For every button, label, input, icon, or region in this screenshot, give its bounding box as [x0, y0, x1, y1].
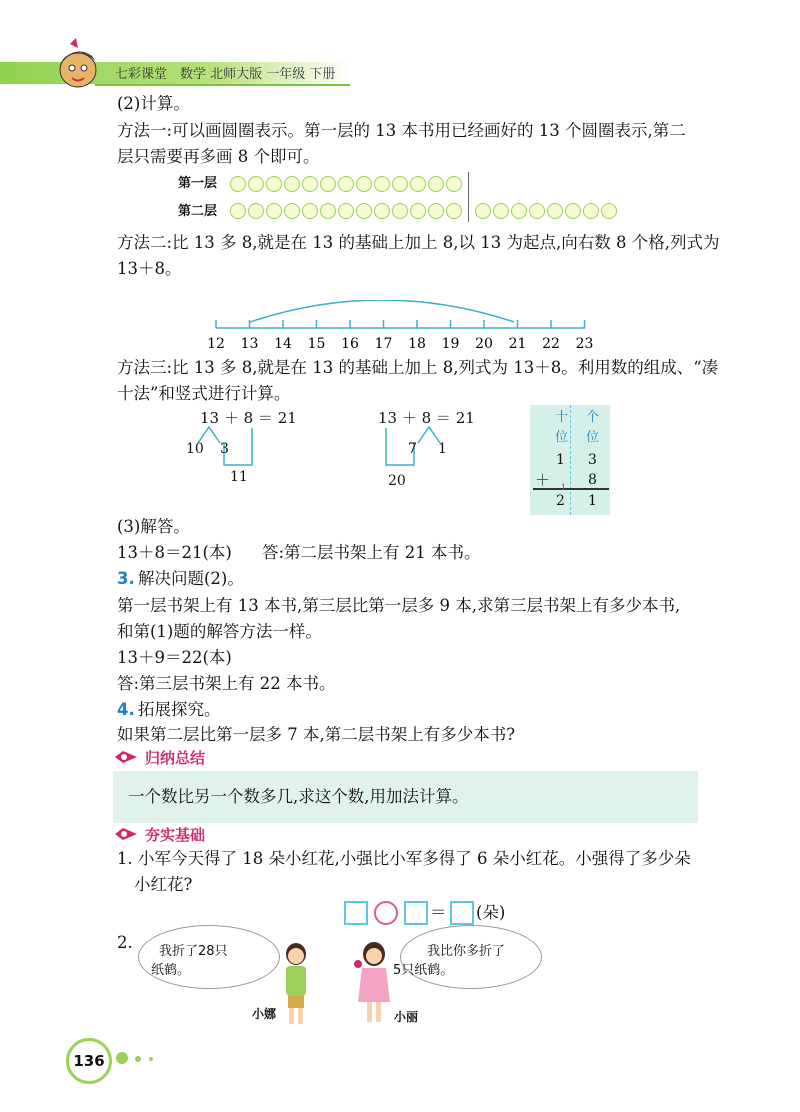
- part3-answer: 答:第二层书架上有 21 本书。: [262, 543, 481, 562]
- row1-circle: [374, 176, 390, 192]
- vc-header-ones: 个: [586, 410, 600, 425]
- equals-sign: ＝: [430, 903, 447, 922]
- problem1-line1: 1. 小军今天得了 18 朵小红花,小强比小军多得了 6 朵小红花。小强得了多少朵: [117, 849, 691, 868]
- row1-circle: [302, 176, 318, 192]
- row2-circle: [338, 203, 354, 219]
- row2-circle: [446, 203, 462, 219]
- page-dot-3: [149, 1057, 153, 1061]
- row2-extra-circle: [511, 203, 527, 219]
- row2-circle: [410, 203, 426, 219]
- row2-circle: [284, 203, 300, 219]
- row1-circle: [284, 176, 300, 192]
- vc-result-tens: 2: [556, 493, 565, 509]
- name-xiaona: 小娜: [252, 1007, 277, 1021]
- row2-extra-circle: [565, 203, 581, 219]
- number-line-label: 22: [542, 336, 560, 352]
- answer-box-1[interactable]: [344, 901, 368, 925]
- number-line-label: 20: [475, 336, 493, 352]
- q4-number: 4.: [117, 700, 135, 719]
- bubble1-line1: 我折了28只: [159, 944, 228, 959]
- row2-extra-circle: [583, 203, 599, 219]
- part3-heading: (3)解答。: [117, 517, 190, 536]
- q4-text: 如果第二层比第一层多 7 本,第二层书架上有多少本书?: [117, 725, 516, 744]
- mascot-icon: [48, 36, 106, 92]
- vc-result-ones: 1: [588, 493, 597, 509]
- bubble2-line2: 5只纸鹤。: [393, 963, 454, 978]
- vc-plus: ＋: [535, 471, 551, 489]
- row1-circle: [230, 176, 246, 192]
- row1-circle: [392, 176, 408, 192]
- equation2: 13 ＋ 8 ＝ 21: [378, 409, 475, 427]
- page-dot-2: [135, 1056, 141, 1062]
- bubble2-line1: 我比你多折了: [427, 944, 506, 959]
- number-line-label: 23: [575, 336, 594, 352]
- equation1-sum: 11: [230, 469, 248, 485]
- operator-circle[interactable]: [374, 901, 398, 925]
- problem1-line2: 小红花?: [134, 875, 193, 894]
- problem2-number: 2.: [117, 933, 133, 952]
- method2-line1: 方法二:比 13 多 8,就是在 13 的基础上加上 8,以 13 为起点,向右数 8 个格,列式为: [117, 233, 720, 252]
- number-line-label: 14: [274, 336, 292, 352]
- row2-circle: [428, 203, 444, 219]
- row2-circle: [266, 203, 282, 219]
- row1-label: 第一层: [178, 176, 218, 191]
- number-line-label: 16: [341, 336, 359, 352]
- equation2-split-b: 1: [438, 441, 447, 457]
- number-line-label: 15: [307, 336, 326, 352]
- vc-row2-ones: 8: [588, 472, 597, 488]
- q3-calc: 13＋9＝22(本): [117, 648, 232, 667]
- number-line-label: 19: [441, 336, 460, 352]
- circle-divider: [468, 172, 469, 222]
- summary-label: 归纳总结: [145, 749, 206, 767]
- method1-line1: 方法一:可以画圆圈表示。第一层的 13 本书用已经画好的 13 个圆圈表示,第二: [117, 121, 686, 140]
- vc-row1-tens: 1: [556, 452, 565, 468]
- page-number: 136: [73, 1052, 105, 1070]
- row2-circle: [302, 203, 318, 219]
- unit-label: (朵): [476, 903, 506, 922]
- vc-row1-ones: 3: [588, 452, 597, 468]
- basics-label: 夯实基础: [145, 826, 206, 844]
- number-line-label: 13: [240, 336, 259, 352]
- method1-line2: 层只需要再多画 8 个即可。: [117, 147, 320, 166]
- method2-line2: 13＋8。: [117, 259, 182, 278]
- girl-xiaoli-figure: [352, 940, 396, 1028]
- row2-extra-circle: [601, 203, 617, 219]
- method3-line2: 十法”和竖式进行计算。: [117, 384, 291, 403]
- vc-carry: 1: [561, 483, 567, 492]
- row2-extra-circle: [529, 203, 545, 219]
- row2-circle: [356, 203, 372, 219]
- q3-number: 3.: [117, 569, 135, 588]
- row2-circle: [248, 203, 264, 219]
- row1-circle: [356, 176, 372, 192]
- answer-box-3[interactable]: [450, 901, 474, 925]
- row1-circle: [428, 176, 444, 192]
- row2-extra-circle: [493, 203, 509, 219]
- row2-label: 第二层: [178, 204, 218, 219]
- basics-arrow-icon: [113, 826, 139, 842]
- vertical-calc-divider: [570, 405, 571, 515]
- q3-line1: 第一层书架上有 13 本书,第三层比第一层多 9 本,求第三层书架上有多少本书,: [117, 596, 681, 615]
- number-line-label: 17: [374, 336, 393, 352]
- row2-circle: [320, 203, 336, 219]
- equation2-split-a: 7: [408, 441, 417, 457]
- q3-answer: 答:第三层书架上有 22 本书。: [117, 674, 336, 693]
- equation2-brackets: [378, 425, 468, 475]
- q4-title: 拓展探究。: [138, 700, 221, 719]
- row2-circle: [230, 203, 246, 219]
- row2-circle: [392, 203, 408, 219]
- q3-line2: 和第(1)题的解答方法一样。: [117, 622, 322, 641]
- row1-circle: [248, 176, 264, 192]
- speech-bubble-1: [138, 925, 280, 989]
- vc-header-pos2: 位: [586, 430, 600, 445]
- part3-calc: 13＋8＝21(本): [117, 543, 232, 562]
- girl-xiaona-figure: [276, 940, 316, 1028]
- speech-bubble-2: [393, 925, 542, 989]
- number-line-label: 12: [207, 336, 225, 352]
- equation1: 13 ＋ 8 ＝ 21: [200, 409, 297, 427]
- vc-header-pos1: 位: [555, 430, 569, 445]
- row1-circle: [410, 176, 426, 192]
- q3-title: 解决问题(2)。: [138, 569, 244, 588]
- equation1-split-a: 10: [186, 441, 204, 457]
- row1-circle: [320, 176, 336, 192]
- row1-circle: [338, 176, 354, 192]
- page-dot-1: [116, 1052, 128, 1064]
- row1-circle: [266, 176, 282, 192]
- number-line: [200, 300, 600, 355]
- vc-header-tens: 十: [555, 410, 569, 425]
- row2-extra-circle: [547, 203, 563, 219]
- equation1-split-b: 3: [220, 441, 229, 457]
- row2-circle: [374, 203, 390, 219]
- part2-heading: (2)计算。: [117, 94, 190, 113]
- summary-arrow-icon: [113, 749, 139, 765]
- number-line-label: 18: [408, 336, 426, 352]
- row2-extra-circle: [475, 203, 491, 219]
- bubble1-line2: 纸鹤。: [151, 963, 191, 978]
- equation2-sum: 20: [388, 473, 406, 489]
- number-line-label: 21: [508, 336, 527, 352]
- name-xiaoli: 小丽: [394, 1010, 419, 1024]
- row1-circle: [446, 176, 462, 192]
- method3-line1: 方法三:比 13 多 8,就是在 13 的基础上加上 8,列式为 13＋8。利用数的组成、“凑: [117, 358, 719, 377]
- summary-text: 一个数比另一个数多几,求这个数,用加法计算。: [128, 787, 469, 806]
- header-title: 七彩课堂 数学 北师大版 一年级 下册: [115, 67, 336, 82]
- answer-box-2[interactable]: [404, 901, 428, 925]
